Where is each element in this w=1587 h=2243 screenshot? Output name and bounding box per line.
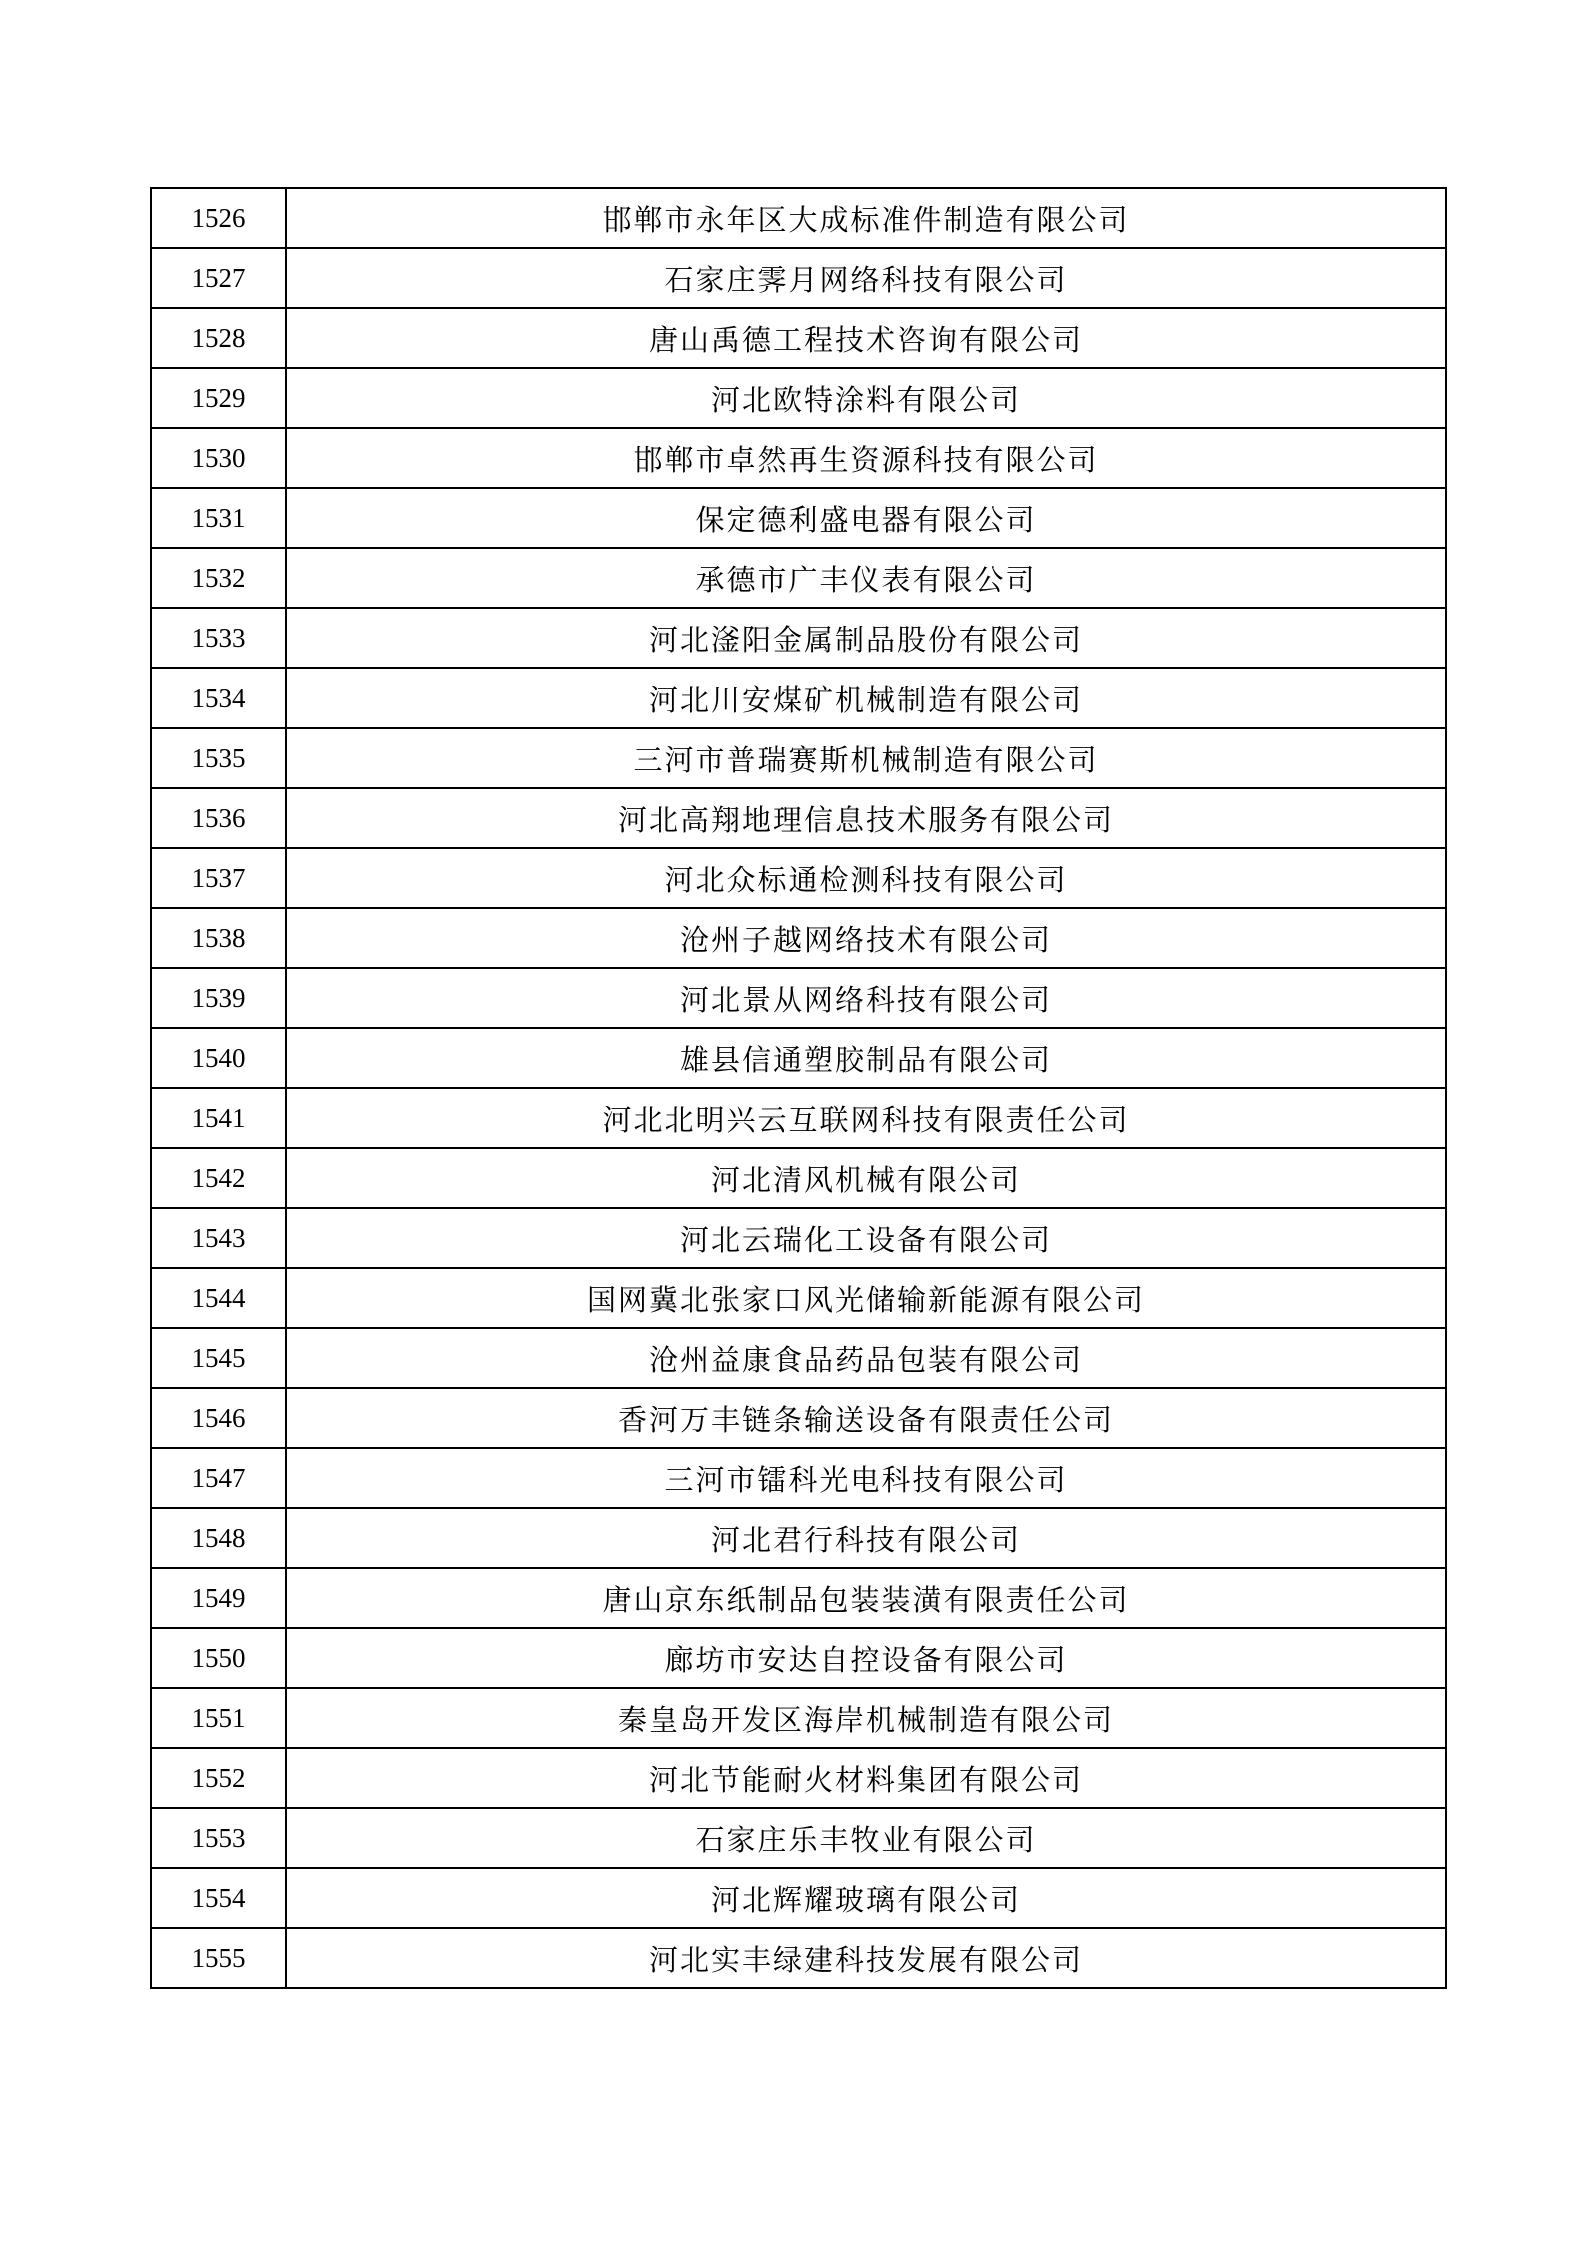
row-number: 1532 [151,548,286,608]
company-name: 唐山禹德工程技术咨询有限公司 [286,308,1446,368]
row-number: 1533 [151,608,286,668]
company-name: 河北辉耀玻璃有限公司 [286,1868,1446,1928]
row-number: 1551 [151,1688,286,1748]
table-row [151,188,1446,248]
company-name: 河北清风机械有限公司 [286,1148,1446,1208]
company-name: 石家庄霁月网络科技有限公司 [286,248,1446,308]
row-number: 1531 [151,488,286,548]
table-row [151,1568,1446,1628]
company-name: 三河市镭科光电科技有限公司 [286,1448,1446,1508]
row-number: 1529 [151,368,286,428]
table-row [151,728,1446,788]
table-row [151,1868,1446,1928]
table-row [151,1508,1446,1568]
company-name: 唐山京东纸制品包装装潢有限责任公司 [286,1568,1446,1628]
row-number: 1543 [151,1208,286,1268]
company-name: 河北滏阳金属制品股份有限公司 [286,608,1446,668]
row-number: 1541 [151,1088,286,1148]
table-row [151,1028,1446,1088]
company-name: 河北高翔地理信息技术服务有限公司 [286,788,1446,848]
table-row [151,428,1446,488]
table-row [151,1448,1446,1508]
table-row [151,368,1446,428]
row-number: 1534 [151,668,286,728]
table-row [151,1088,1446,1148]
company-name: 邯郸市卓然再生资源科技有限公司 [286,428,1446,488]
row-number: 1547 [151,1448,286,1508]
table-row [151,1208,1446,1268]
company-name: 香河万丰链条输送设备有限责任公司 [286,1388,1446,1448]
table-row [151,668,1446,728]
company-name: 河北北明兴云互联网科技有限责任公司 [286,1088,1446,1148]
company-name: 邯郸市永年区大成标准件制造有限公司 [286,188,1446,248]
row-number: 1542 [151,1148,286,1208]
row-number: 1545 [151,1328,286,1388]
company-name: 三河市普瑞赛斯机械制造有限公司 [286,728,1446,788]
company-name: 承德市广丰仪表有限公司 [286,548,1446,608]
table-row [151,1388,1446,1448]
table-row [151,1628,1446,1688]
company-name: 河北景从网络科技有限公司 [286,968,1446,1028]
table-row [151,1928,1446,1988]
table-row [151,908,1446,968]
table-row [151,1688,1446,1748]
table-row [151,1748,1446,1808]
row-number: 1539 [151,968,286,1028]
row-number: 1540 [151,1028,286,1088]
company-name: 河北节能耐火材料集团有限公司 [286,1748,1446,1808]
table-row [151,848,1446,908]
row-number: 1549 [151,1568,286,1628]
row-number: 1530 [151,428,286,488]
row-number: 1536 [151,788,286,848]
row-number: 1535 [151,728,286,788]
table-row [151,1328,1446,1388]
row-number: 1528 [151,308,286,368]
row-number: 1527 [151,248,286,308]
row-number: 1550 [151,1628,286,1688]
company-list-table [150,187,1447,1989]
table-row [151,308,1446,368]
table-row [151,1268,1446,1328]
company-name: 河北众标通检测科技有限公司 [286,848,1446,908]
company-name: 河北欧特涂料有限公司 [286,368,1446,428]
row-number: 1553 [151,1808,286,1868]
table-body [151,188,1446,1988]
company-name: 河北云瑞化工设备有限公司 [286,1208,1446,1268]
company-name: 秦皇岛开发区海岸机械制造有限公司 [286,1688,1446,1748]
company-name: 河北君行科技有限公司 [286,1508,1446,1568]
company-name: 保定德利盛电器有限公司 [286,488,1446,548]
row-number: 1546 [151,1388,286,1448]
company-name: 沧州子越网络技术有限公司 [286,908,1446,968]
table-row [151,1808,1446,1868]
company-name: 沧州益康食品药品包装有限公司 [286,1328,1446,1388]
table-row [151,608,1446,668]
table-row [151,248,1446,308]
table-row [151,548,1446,608]
table-row [151,1148,1446,1208]
row-number: 1548 [151,1508,286,1568]
row-number: 1537 [151,848,286,908]
row-number: 1555 [151,1928,286,1988]
company-name: 河北川安煤矿机械制造有限公司 [286,668,1446,728]
row-number: 1552 [151,1748,286,1808]
row-number: 1526 [151,188,286,248]
company-name: 国网冀北张家口风光储输新能源有限公司 [286,1268,1446,1328]
table-row [151,968,1446,1028]
row-number: 1544 [151,1268,286,1328]
company-name: 廊坊市安达自控设备有限公司 [286,1628,1446,1688]
table-row [151,788,1446,848]
company-name: 雄县信通塑胶制品有限公司 [286,1028,1446,1088]
company-name: 石家庄乐丰牧业有限公司 [286,1808,1446,1868]
table-row [151,488,1446,548]
row-number: 1554 [151,1868,286,1928]
company-name: 河北实丰绿建科技发展有限公司 [286,1928,1446,1988]
row-number: 1538 [151,908,286,968]
